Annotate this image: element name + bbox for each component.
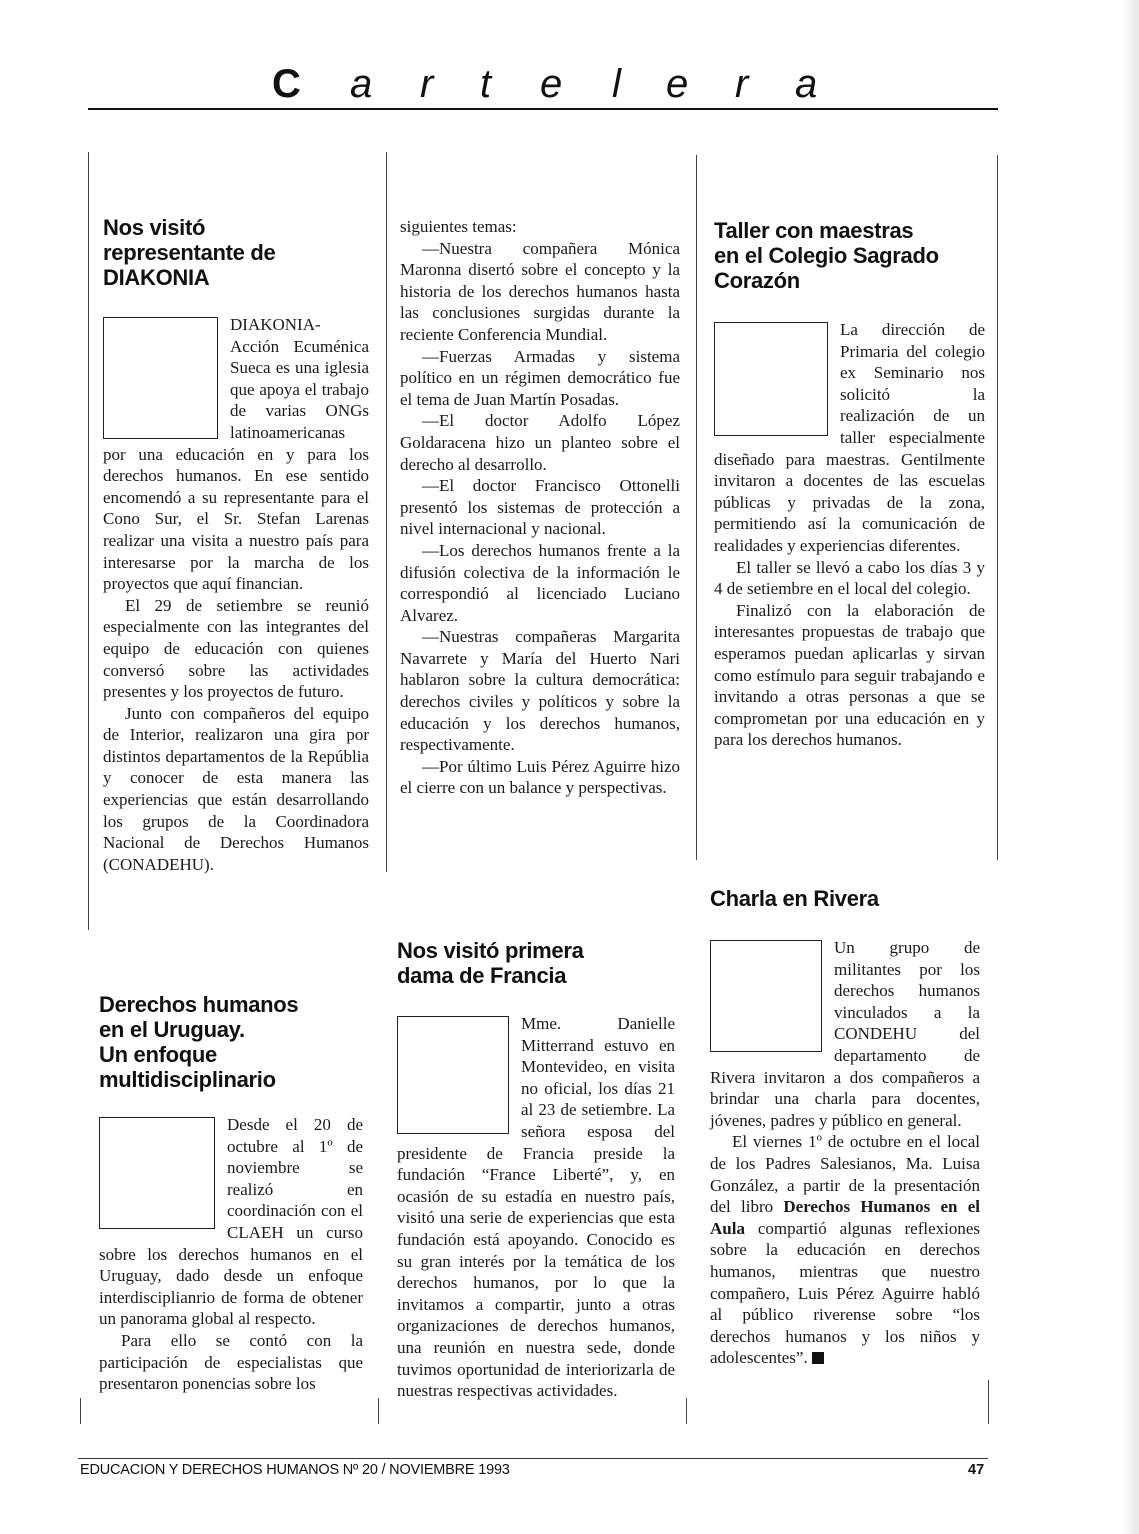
paragraph: —El doctor Adolfo López Goldaracena hizo un planteo sobre el derecho al desarrollo.: [400, 411, 680, 474]
masthead-letter: a: [350, 62, 373, 106]
paragraph: Mme. Danielle Mitterrand estuvo en Montevideo, en visita no oficial, los días 21 al 23 de setiembre. La señora esposa del presidente de Francia preside la fundación “France Liberté”, y, en ocasión de su estadía en nuestro país, visitó una serie de experiencias que esta fundación está apoyando. Conocido es su gran interés por la temática de los derechos humanos, por lo que la invitamos a compartir, junto a otras organizaciones de derechos humanos, una reunión en nuestra sede, donde tuvimos oportunidad de interiorizarla de nuestras respectivas actividades.: [397, 1014, 675, 1401]
end-of-article-mark: [812, 1352, 824, 1364]
masthead-letter: e: [666, 62, 689, 106]
article-title: Charla en Rivera: [710, 886, 879, 911]
article-body: [103, 314, 369, 875]
masthead-letter: e: [540, 62, 563, 106]
section-masthead: [0, 62, 1139, 108]
article-temas: [400, 216, 680, 799]
footer-rule: [78, 1458, 988, 1459]
column-rule: [988, 1380, 989, 1424]
masthead-letter: C: [272, 62, 301, 106]
paragraph: —El doctor Francisco Ottonelli presentó los sistemas de protección a nivel internacional y nacional.: [400, 476, 680, 539]
paragraph: Junto con compañeros del equipo de Interior, realizaron una gira por distintos departamentos de la Repúblia y conocer de esta manera las experiencias que están desarrollando los grupos de la Coordinadora Nacional de Derechos Humanos (CONADEHU).: [103, 703, 369, 874]
paragraph-text: El viernes 1º de octubre en el local de los Padres Salesianos, Ma. Luisa González, a partir de la presentación del libro: [710, 1132, 980, 1217]
article-taller: [714, 218, 985, 751]
paragraph: El 29 de setiembre se reunió especialmente con las integrantes del equipo de educación con quienes conversó sobre las actividades presentes y los proyectos de futuro.: [103, 595, 369, 702]
article-title: Derechos humanos en el Uruguay. Un enfoque multidisciplinario: [99, 992, 299, 1092]
column-rule: [88, 152, 89, 930]
paragraph: Para ello se contó con la participación de especialistas que presentaron ponencias sobre los: [99, 1330, 363, 1394]
photo-placeholder: [714, 322, 828, 436]
photo-placeholder: [103, 317, 218, 439]
masthead-letter: t: [480, 62, 492, 106]
masthead-letter: l: [612, 62, 621, 106]
article-title: Nos visitó primera dama de Francia: [397, 938, 584, 988]
paragraph: [710, 1131, 980, 1369]
paragraph: —Los derechos humanos frente a la difusión colectiva de la información le correspondió al licenciado Luciano Alvarez.: [400, 540, 680, 625]
column-rule: [696, 155, 697, 860]
paragraph: DIAKONIA- Acción Ecuménica Sueca es una iglesia que apoya el trabajo de varias ONGs latinoamericanas por una educación en y para los derechos humanos. En ese sentido encomendó a su representante para el Cono Sur, el Sr. Stefan Larenas realizar una visita a nuestro país para interesarse por la marcha de los proyectos que aquí financian.: [103, 315, 369, 594]
article-rivera: [710, 886, 980, 1369]
article-body: [397, 1013, 675, 1402]
paragraph: Desde el 20 de octubre al 1º de noviembre se realizó en coordinación con el CLAEH un curso sobre los derechos humanos en el Uruguay, dado desde un enfoque interdisciplianrio de forma de obtener un panorama global al respecto.: [99, 1115, 363, 1329]
column-rule: [80, 1398, 81, 1424]
article-body: [400, 216, 680, 799]
column-rule: [686, 1398, 687, 1424]
article-title: Nos visitó representante de DIAKONIA: [103, 215, 276, 290]
paragraph: —Nuestra compañera Mónica Maronna disertó sobre el concepto y la historia de los derechos humanos hasta las conclusiones surgidas durante la reciente Conferencia Mundial.: [400, 238, 680, 344]
masthead-rule: [88, 108, 998, 110]
photo-placeholder: [397, 1016, 509, 1134]
masthead-letter: r: [735, 62, 749, 106]
paragraph: El taller se llevó a cabo los días 3 y 4 de setiembre en el local del colegio.: [714, 557, 985, 599]
article-body: [714, 319, 985, 751]
article-body: [710, 937, 980, 1369]
article-title: Taller con maestras en el Colegio Sagrado Corazón: [714, 218, 939, 293]
article-uruguay: [99, 992, 363, 1395]
footer-publication: EDUCACION Y DERECHOS HUMANOS Nº 20 / NOVIEMBRE 1993: [80, 1462, 510, 1478]
column-rule: [386, 152, 387, 872]
paragraph: Finalizó con la elaboración de interesantes propuestas de trabajo que esperamos puedan aplicarlas y sirvan como estímulo para seguir trabajando e invitando a otras personas a que se comprometan por una educación en y para los derechos humanos.: [714, 600, 985, 750]
paragraph-text: compartió algunas reflexiones sobre la educación en derechos humanos, mientras que nuestro compañero, Luis Pérez Aguirre habló al público riverense sobre “los derechos humanos y los niños y adolescentes”.: [710, 1218, 981, 1368]
page-edge-shadow: [1121, 0, 1139, 1534]
article-diakonia: [103, 215, 369, 875]
book-title: Derechos Humanos en el Aula: [710, 1197, 980, 1238]
paragraph: siguientes temas:: [400, 217, 517, 236]
column-rule: [378, 1398, 379, 1424]
article-francia: [397, 938, 675, 1402]
masthead-letter: r: [420, 62, 434, 106]
paragraph: —Por último Luis Pérez Aguirre hizo el cierre con un balance y perspectivas.: [400, 756, 680, 798]
column-rule: [997, 155, 998, 860]
masthead-letter: a: [795, 62, 818, 106]
photo-placeholder: [710, 940, 822, 1052]
article-body: [99, 1114, 363, 1395]
paragraph: —Fuerzas Armadas y sistema político en un régimen democrático fue el tema de Juan Martín Posadas.: [400, 346, 680, 409]
photo-placeholder: [99, 1117, 215, 1229]
page-number: 47: [968, 1462, 985, 1478]
paragraph: —Nuestras compañeras Margarita Navarrete y María del Huerto Nari hablaron sobre la cultura democrática: derechos civiles y políticos y sobre la educación y los derechos humanos, respectivamente.: [400, 627, 680, 755]
paragraph: La dirección de Primaria del colegio ex Seminario nos solicitó la realización de un taller especialmente diseñado para maestras. Gentilmente invitaron a docentes de las escuelas públicas y privadas de la zona, permitiendo así la comunicación de realidades y experiencias diferentes.: [714, 320, 985, 555]
paragraph: Un grupo de militantes por los derechos humanos vinculados a la CONDEHU del departamento de Rivera invitaron a dos compañeros a brindar una charla para docentes, jóvenes, padres y público en general.: [710, 938, 980, 1130]
